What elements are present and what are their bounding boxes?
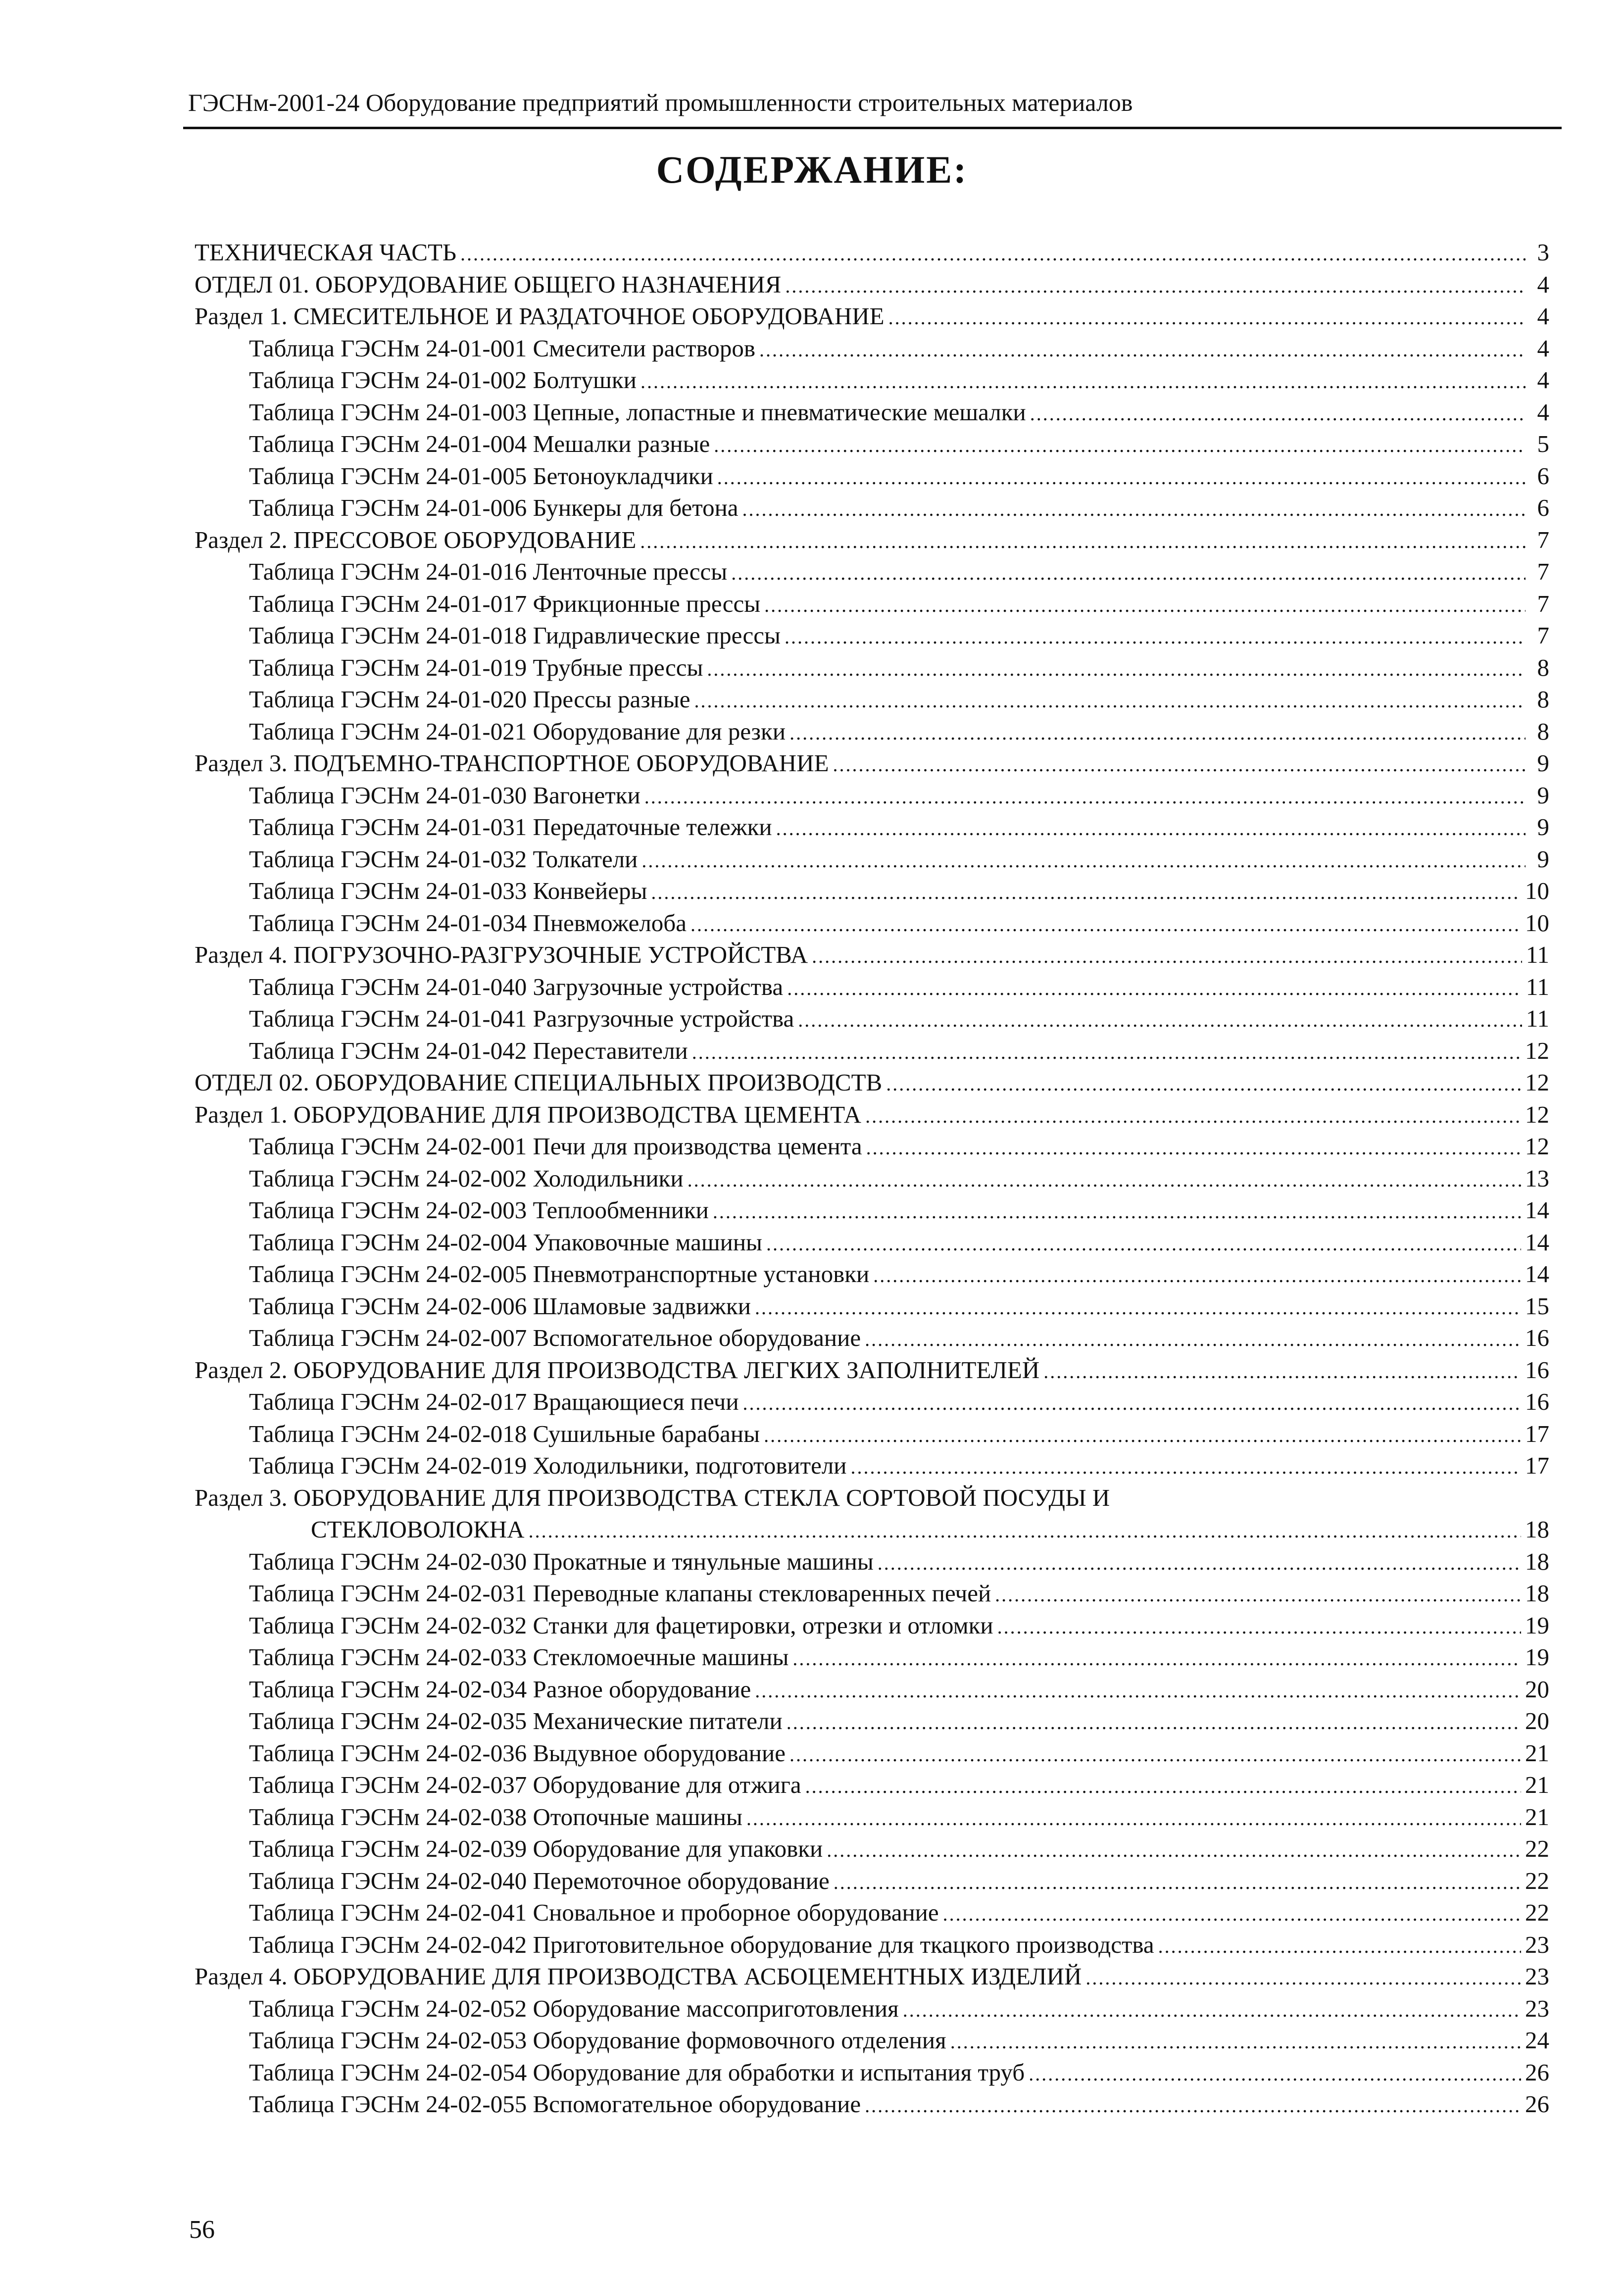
toc-dot-leader [764,1420,1521,1452]
toc-entry-label: Таблица ГЭСНм 24-01-030 Вагонетки [249,781,640,809]
toc-entry-page: 12 [1525,1100,1549,1128]
toc-entry-page: 21 [1525,1803,1549,1831]
toc-entry-label: Таблица ГЭСНм 24-02-007 Вспомогательное оборудование [249,1324,861,1351]
toc-entry-label: Таблица ГЭСНм 24-02-040 Перемоточное оборудование [249,1867,830,1894]
toc-entry-label: Таблица ГЭСНм 24-02-033 Стекломоечные машины [249,1643,789,1671]
toc-entry[interactable] [195,1769,1549,1801]
toc-entry[interactable] [195,1961,1549,1993]
toc-entry[interactable] [195,1099,1549,1131]
toc-entry[interactable] [195,1386,1549,1418]
toc-dot-leader [789,1739,1521,1771]
toc-entry-label: Раздел 3. ПОДЪЕМНО-ТРАНСПОРТНОЕ ОБОРУДОВАНИЕ [195,749,829,777]
toc-entry-page: 18 [1525,1516,1549,1543]
toc-dot-leader [943,1898,1521,1930]
toc-entry-label: Таблица ГЭСНм 24-02-017 Вращающиеся печи [249,1388,739,1415]
toc-dot-leader [731,557,1526,590]
toc-dot-leader [776,813,1526,845]
toc-entry-label: Таблица ГЭСНм 24-02-052 Оборудование массоприготовления [249,1994,899,2022]
toc-dot-leader [866,1132,1521,1164]
toc-entry-page: 9 [1537,781,1549,809]
toc-entry-label: Таблица ГЭСНм 24-01-003 Цепные, лопастные и пневматические мешалки [249,398,1026,426]
toc-entry[interactable] [195,1035,1549,1067]
toc-entry-label: Таблица ГЭСНм 24-01-002 Болтушки [249,366,637,394]
toc-entry-label: Таблица ГЭСНм 24-01-042 Переставители [249,1037,688,1064]
toc-entry-page: 4 [1537,302,1549,330]
page-number: 56 [189,2216,215,2244]
toc-entry[interactable] [195,1131,1549,1163]
toc-entry[interactable] [195,556,1549,588]
toc-entry-page: 7 [1537,526,1549,553]
toc-entry-label: Таблица ГЭСНм 24-02-036 Выдувное оборудование [249,1739,786,1767]
toc-dot-leader [865,1100,1521,1133]
toc-entry[interactable] [195,1546,1549,1578]
toc-entry-label: Раздел 4. ОБОРУДОВАНИЕ ДЛЯ ПРОИЗВОДСТВА АСБОЦЕМЕНТНЫХ ИЗДЕЛИЙ [195,1963,1082,1990]
toc-entry[interactable] [195,1897,1549,1929]
toc-entry[interactable] [195,1705,1549,1737]
toc-entry[interactable] [195,1418,1549,1450]
header-rule [183,127,1562,129]
toc-dot-leader [529,1515,1521,1547]
toc-dot-leader [690,909,1521,941]
toc-dot-leader [1043,1356,1521,1388]
toc-entry-page: 5 [1537,430,1549,457]
toc-entry[interactable] [195,300,1549,333]
toc-dot-leader [995,1579,1521,1611]
toc-entry[interactable] [195,2088,1549,2121]
toc-entry-label: Таблица ГЭСНм 24-02-039 Оборудование для упаковки [249,1835,823,1862]
toc-entry-label: Раздел 2. ПРЕССОВОЕ ОБОРУДОВАНИЕ [195,526,637,553]
toc-entry[interactable] [195,428,1549,460]
toc-entry-page: 21 [1525,1771,1549,1798]
toc-entry-page: 12 [1525,1069,1549,1096]
toc-entry-page: 22 [1525,1835,1549,1862]
toc-entry-page: 19 [1525,1611,1549,1639]
toc-entry-page: 10 [1525,877,1549,904]
toc-dot-leader [834,1867,1521,1899]
toc-entry-label: Таблица ГЭСНм 24-02-030 Прокатные и тянульные машины [249,1547,874,1575]
toc-dot-leader [640,366,1526,398]
toc-entry-page: 6 [1537,462,1549,490]
toc-entry[interactable] [195,843,1549,876]
toc-entry[interactable] [195,492,1549,524]
toc-entry[interactable] [195,1227,1549,1259]
toc-entry-page: 3 [1537,239,1549,266]
toc-entry-page: 7 [1537,622,1549,649]
toc-entry[interactable] [195,237,1549,269]
toc-dot-leader [743,1387,1521,1420]
toc-entry-label: Раздел 3. ОБОРУДОВАНИЕ ДЛЯ ПРОИЗВОДСТВА СТЕКЛА СОРТОВОЙ ПОСУДЫ И [195,1484,1110,1511]
toc-dot-leader [1085,1962,1521,1994]
toc-entry-label: Таблица ГЭСНм 24-01-005 Бетоноукладчики [249,462,713,490]
toc-entry-page: 8 [1537,653,1549,681]
toc-entry-label: Таблица ГЭСНм 24-01-001 Смесители растворов [249,334,756,362]
toc-dot-leader [742,494,1526,526]
toc-entry[interactable] [195,1801,1549,1833]
toc-entry[interactable] [195,524,1549,556]
toc-entry-page: 4 [1537,270,1549,298]
toc-entry-label: Таблица ГЭСНм 24-01-033 Конвейеры [249,877,647,904]
toc-entry[interactable] [195,939,1549,971]
running-header: ГЭСНм-2001-24 Оборудование предприятий промышленности строительных материалов [188,89,1133,116]
toc-entry-page: 20 [1525,1707,1549,1734]
toc-entry-label: Таблица ГЭСНм 24-02-004 Упаковочные машины [249,1228,762,1256]
toc-dot-leader [878,1547,1521,1580]
toc-entry-label: Таблица ГЭСНм 24-02-001 Печи для производства цемента [249,1133,862,1160]
toc-dot-leader [1030,398,1526,430]
toc-entry-page: 22 [1525,1899,1549,1926]
toc-entry-label: Таблица ГЭСНм 24-02-006 Шламовые задвижки [249,1292,751,1320]
toc-dot-leader [717,462,1526,494]
toc-entry-page: 26 [1525,2090,1549,2118]
toc-entry-label: Таблица ГЭСНм 24-01-021 Оборудование для резки [249,717,786,745]
toc-entry-label: Раздел 4. ПОГРУЗОЧНО-РАЗГРУЗОЧНЫЕ УСТРОЙСТВА [195,941,808,968]
toc-entry-label: Таблица ГЭСНм 24-01-017 Фрикционные прессы [249,590,761,617]
toc-dot-leader [805,1771,1521,1803]
toc-entry-label: Таблица ГЭСНм 24-02-034 Разное оборудование [249,1675,751,1703]
toc-dot-leader [694,685,1526,717]
toc-entry-page: 23 [1525,1994,1549,2022]
toc-entry-page: 16 [1525,1388,1549,1415]
toc-dot-leader [1029,2058,1521,2090]
toc-dot-leader [759,334,1526,366]
toc-entry[interactable] [195,1290,1549,1323]
toc-entry-label: Таблица ГЭСНм 24-02-041 Сновальное и проборное оборудование [249,1899,939,1926]
toc-entry-label: Таблица ГЭСНм 24-02-019 Холодильники, подготовители [249,1452,847,1479]
toc-entry-page: 8 [1537,717,1549,745]
toc-entry-page: 8 [1537,686,1549,713]
toc-entry[interactable] [195,684,1549,716]
toc-entry-label: Таблица ГЭСНм 24-01-032 Толкатели [249,845,638,873]
toc-entry[interactable] [195,1737,1549,1770]
toc-dot-leader [755,1292,1521,1324]
toc-entry[interactable] [195,1514,1549,1546]
toc-entry-label: ОТДЕЛ 01. ОБОРУДОВАНИЕ ОБЩЕГО НАЗНАЧЕНИЯ [195,270,782,298]
toc-entry-page: 6 [1537,494,1549,521]
toc-dot-leader [997,1611,1521,1643]
toc-entry[interactable] [195,2025,1549,2057]
toc-entry-label: Таблица ГЭСНм 24-02-042 Приготовительное оборудование для ткацкого производства [249,1930,1154,1958]
toc-entry[interactable] [195,1258,1549,1290]
toc-entry[interactable] [195,333,1549,365]
toc-entry-page: 11 [1526,973,1549,1000]
toc-entry-label: Таблица ГЭСНм 24-02-055 Вспомогательное оборудование [249,2090,861,2118]
toc-dot-leader [950,2026,1521,2058]
toc-entry[interactable] [195,1354,1549,1386]
toc-entry-page: 23 [1525,1930,1549,1958]
toc-entry-page: 15 [1525,1292,1549,1320]
toc-entry-page: 14 [1525,1196,1549,1224]
toc-entry-label: Таблица ГЭСНм 24-02-037 Оборудование для отжига [249,1771,801,1798]
toc-entry-label: ОТДЕЛ 02. ОБОРУДОВАНИЕ СПЕЦИАЛЬНЫХ ПРОИЗВОДСТВ [195,1069,883,1096]
page-title: СОДЕРЖАНИЕ: [656,148,968,191]
toc-entry-label: Таблица ГЭСНм 24-01-040 Загрузочные устройства [249,973,784,1000]
toc-entry[interactable] [195,1929,1549,1961]
toc-entry[interactable] [195,1578,1549,1610]
toc-entry-page: 9 [1537,813,1549,841]
toc-entry-page: 23 [1525,1963,1549,1990]
toc-entry-label: Таблица ГЭСНм 24-02-031 Переводные клапаны стекловаренных печей [249,1580,991,1607]
toc-entry-page: 20 [1525,1675,1549,1703]
toc-entry-page: 19 [1525,1643,1549,1671]
toc-entry-label: Раздел 1. ОБОРУДОВАНИЕ ДЛЯ ПРОИЗВОДСТВА ЦЕМЕНТА [195,1100,862,1128]
toc-entry[interactable] [195,652,1549,684]
toc-entry[interactable] [195,1674,1549,1706]
toc-dot-leader [798,1004,1522,1037]
toc-entry[interactable] [195,1833,1549,1865]
toc-entry-label: Таблица ГЭСНм 24-02-038 Отопочные машины [249,1803,742,1831]
toc-entry-page: 4 [1537,334,1549,362]
toc-entry-page: 14 [1525,1228,1549,1256]
toc-dot-leader [644,781,1526,813]
toc-entry[interactable] [195,460,1549,493]
toc-entry-label: Таблица ГЭСНм 24-02-003 Теплообменники [249,1196,709,1224]
toc-entry-page: 9 [1537,845,1549,873]
toc-entry[interactable] [195,364,1549,396]
toc-entry[interactable] [195,811,1549,843]
toc-dot-leader [460,238,1526,270]
toc-dot-leader [714,430,1526,462]
toc-entry-page: 17 [1525,1420,1549,1447]
toc-entry-label: Таблица ГЭСНм 24-01-019 Трубные прессы [249,653,703,681]
toc-entry-page: 10 [1525,909,1549,937]
toc-entry-label: Таблица ГЭСНм 24-02-053 Оборудование формовочного отделения [249,2027,946,2054]
toc-dot-leader [812,940,1522,973]
toc-entry[interactable] [195,1067,1549,1099]
toc-entry-label: СТЕКЛОВОЛОКНА [311,1516,525,1543]
toc-entry-page: 24 [1525,2027,1549,2054]
toc-entry-page: 16 [1525,1324,1549,1351]
toc-entry-label: Таблица ГЭСНм 24-01-034 Пневможелоба [249,909,687,937]
toc-entry[interactable] [195,1610,1549,1642]
toc-entry-page: 12 [1525,1037,1549,1064]
toc-entry-label: Таблица ГЭСНм 24-01-016 Ленточные прессы [249,558,728,585]
toc-entry[interactable] [195,396,1549,429]
toc-entry[interactable] [195,1865,1549,1897]
toc-dot-leader [713,1196,1521,1228]
toc-entry-page: 12 [1525,1133,1549,1160]
toc-entry-label: Таблица ГЭСНм 24-02-005 Пневмотранспортные установки [249,1260,870,1287]
toc-entry-label: Таблица ГЭСНм 24-02-032 Станки для фацетировки, отрезки и отломки [249,1611,993,1639]
toc-dot-leader [903,1994,1521,2027]
toc-dot-leader [873,1260,1521,1292]
toc-entry[interactable] [195,875,1549,907]
toc-dot-leader [755,1675,1521,1707]
toc-entry-page: 7 [1537,590,1549,617]
toc-entry-label: Таблица ГЭСНм 24-01-004 Мешалки разные [249,430,710,457]
toc-entry-page: 17 [1525,1452,1549,1479]
table-of-contents [195,237,1549,2121]
toc-entry[interactable] [195,1482,1549,1514]
toc-entry-label: Таблица ГЭСНм 24-01-041 Разгрузочные устройства [249,1005,794,1032]
toc-dot-leader [707,653,1526,686]
toc-dot-leader [787,1707,1521,1739]
toc-entry-label: Таблица ГЭСНм 24-02-035 Механические питатели [249,1707,783,1734]
toc-dot-leader [865,1324,1521,1356]
toc-dot-leader [688,1164,1521,1196]
toc-dot-leader [651,877,1521,909]
toc-entry[interactable] [195,1450,1549,1482]
toc-entry-page: 11 [1526,941,1549,968]
toc-dot-leader [833,749,1526,781]
toc-entry-label: Раздел 2. ОБОРУДОВАНИЕ ДЛЯ ПРОИЗВОДСТВА ЛЕГКИХ ЗАПОЛНИТЕЛЕЙ [195,1356,1040,1384]
toc-entry[interactable] [195,1322,1549,1354]
toc-entry[interactable] [195,2057,1549,2089]
toc-entry-page: 16 [1525,1356,1549,1384]
toc-entry-page: 4 [1537,366,1549,394]
toc-dot-leader [640,526,1526,558]
toc-entry[interactable] [195,907,1549,940]
toc-entry-label: Таблица ГЭСНм 24-02-054 Оборудование для обработки и испытания труб [249,2058,1025,2086]
toc-entry[interactable] [195,780,1549,812]
toc-dot-leader [746,1803,1521,1835]
toc-entry[interactable] [195,747,1549,780]
toc-dot-leader [787,973,1522,1005]
toc-entry-page: 18 [1525,1580,1549,1607]
toc-dot-leader [888,302,1526,334]
toc-entry-page: 26 [1525,2058,1549,2086]
toc-dot-leader [641,845,1526,877]
toc-entry-page: 14 [1525,1260,1549,1287]
toc-dot-leader [789,717,1526,749]
toc-entry[interactable] [195,1641,1549,1674]
toc-entry-page: 21 [1525,1739,1549,1767]
toc-entry-page: 11 [1526,1005,1549,1032]
toc-entry-label: Таблица ГЭСНм 24-02-018 Сушильные барабаны [249,1420,760,1447]
toc-dot-leader [766,1228,1521,1260]
toc-entry-label: Таблица ГЭСНм 24-02-002 Холодильники [249,1164,684,1192]
toc-entry[interactable] [195,620,1549,652]
toc-entry[interactable] [195,1993,1549,2025]
toc-entry[interactable] [195,971,1549,1003]
toc-entry[interactable] [195,588,1549,620]
toc-dot-leader [865,2090,1521,2122]
toc-dot-leader [1158,1930,1521,1963]
toc-dot-leader [764,590,1526,622]
toc-entry-page: 22 [1525,1867,1549,1894]
toc-entry[interactable] [195,1194,1549,1227]
toc-entry-page: 7 [1537,558,1549,585]
toc-dot-leader [886,1068,1521,1100]
toc-entry-page: 13 [1525,1164,1549,1192]
toc-dot-leader [851,1451,1521,1484]
toc-entry[interactable] [195,1003,1549,1035]
toc-dot-leader [827,1834,1521,1867]
toc-entry-page: 18 [1525,1547,1549,1575]
toc-dot-leader [785,270,1526,302]
toc-entry-label: Таблица ГЭСНм 24-01-020 Прессы разные [249,686,690,713]
toc-entry-label: Раздел 1. СМЕСИТЕЛЬНОЕ И РАЗДАТОЧНОЕ ОБОРУДОВАНИЕ [195,302,885,330]
toc-entry[interactable] [195,1163,1549,1195]
toc-entry-label: Таблица ГЭСНм 24-01-031 Передаточные тележки [249,813,772,841]
toc-entry[interactable] [195,716,1549,748]
toc-entry-page: 4 [1537,398,1549,426]
toc-dot-leader [792,1643,1521,1675]
toc-dot-leader [692,1037,1521,1069]
toc-dot-leader [785,621,1526,653]
toc-entry-page: 9 [1537,749,1549,777]
toc-entry[interactable] [195,269,1549,301]
toc-entry-label: Таблица ГЭСНм 24-01-018 Гидравлические прессы [249,622,781,649]
toc-entry-label: Таблица ГЭСНм 24-01-006 Бункеры для бетона [249,494,738,521]
toc-entry-label: ТЕХНИЧЕСКАЯ ЧАСТЬ [195,239,457,266]
